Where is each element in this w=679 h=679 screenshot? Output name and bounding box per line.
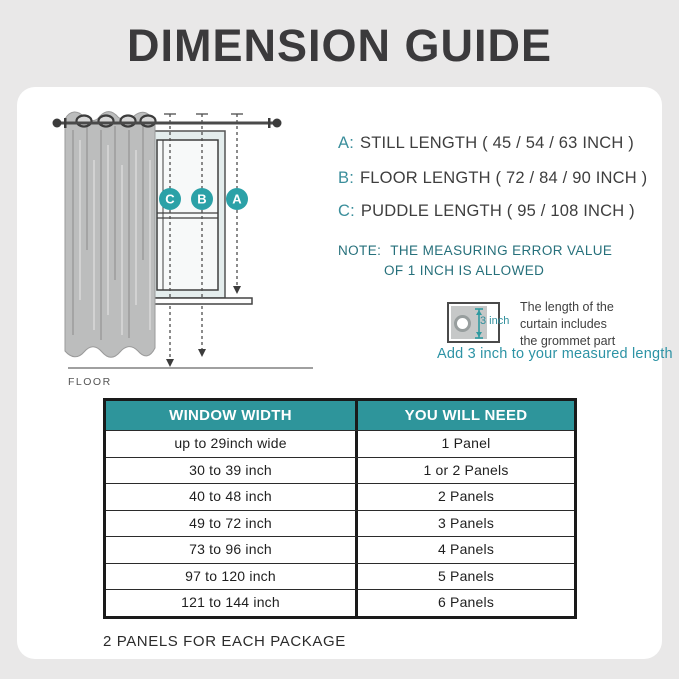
window-sill bbox=[150, 298, 252, 304]
table-header-window-width: WINDOW WIDTH bbox=[106, 401, 358, 430]
table-row bbox=[106, 536, 574, 563]
table-row bbox=[106, 483, 574, 510]
legend-text-c: PUDDLE LENGTH ( 95 / 108 INCH ) bbox=[360, 202, 635, 220]
table-cell-width: 73 to 96 inch bbox=[106, 537, 358, 563]
table-cell-width: 30 to 39 inch bbox=[106, 458, 358, 484]
grommet-tip: Add 3 inch to your measured length bbox=[437, 346, 673, 362]
grommet-diagram-icon bbox=[447, 302, 510, 343]
grommet-ring-icon bbox=[454, 315, 471, 332]
table-cell-width: up to 29inch wide bbox=[106, 431, 358, 457]
svg-text:A: A bbox=[232, 191, 242, 207]
grommet-description-line: curtain includes bbox=[520, 317, 607, 331]
legend-text-a: STILL LENGTH ( 45 / 54 / 63 INCH ) bbox=[360, 134, 634, 152]
table-cell-width: 97 to 120 inch bbox=[106, 564, 358, 590]
table-row bbox=[106, 589, 574, 616]
panels-table bbox=[103, 398, 577, 619]
table-row bbox=[106, 457, 574, 484]
legend-floor-length bbox=[338, 169, 647, 188]
svg-text:B: B bbox=[197, 191, 207, 207]
marker-c bbox=[159, 188, 181, 210]
table-cell-panels: 3 Panels bbox=[437, 514, 495, 531]
marker-a bbox=[226, 188, 248, 210]
table-row bbox=[106, 510, 574, 537]
table-row bbox=[106, 430, 574, 457]
legend-prefix-c: C: bbox=[338, 202, 355, 220]
grommet-description-line: the grommet part bbox=[520, 334, 616, 348]
table-cell-panels: 1 or 2 Panels bbox=[423, 461, 509, 478]
table-cell-width: 121 to 144 inch bbox=[106, 590, 358, 616]
legend-still-length bbox=[338, 134, 634, 153]
table-cell-width: 49 to 72 inch bbox=[106, 511, 358, 537]
grommet-description-line: The length of the bbox=[520, 300, 614, 314]
window-illustration bbox=[150, 131, 225, 298]
curtain-measurement-diagram bbox=[40, 100, 332, 395]
table-cell-width: 40 to 48 inch bbox=[106, 484, 358, 510]
note-text-1: THE MEASURING ERROR VALUE bbox=[390, 243, 613, 258]
table-cell-panels: 2 Panels bbox=[437, 488, 495, 504]
table-row bbox=[106, 563, 574, 590]
note-label: NOTE: bbox=[338, 243, 382, 258]
svg-text:C: C bbox=[165, 191, 175, 207]
note-line-2: OF 1 INCH IS ALLOWED bbox=[384, 263, 545, 278]
legend-text-b: FLOOR LENGTH ( 72 / 84 / 90 INCH ) bbox=[360, 169, 648, 187]
curtain-illustration bbox=[65, 112, 156, 358]
grommet-measure-label: 3 inch bbox=[480, 315, 510, 327]
table-cell-panels: 4 Panels bbox=[437, 541, 495, 557]
table-header-you-will-need: YOU WILL NEED bbox=[404, 407, 528, 424]
package-note: 2 PANELS FOR EACH PACKAGE bbox=[103, 633, 346, 650]
page-title: DIMENSION GUIDE bbox=[126, 20, 553, 71]
marker-b bbox=[191, 188, 213, 210]
table-cell-panels: 1 Panel bbox=[441, 435, 491, 451]
legend-puddle-length bbox=[338, 202, 635, 221]
legend-prefix-a: A: bbox=[338, 134, 354, 152]
floor-label: FLOOR bbox=[68, 376, 112, 388]
legend-prefix-b: B: bbox=[338, 169, 354, 187]
table-header-row bbox=[106, 401, 574, 430]
table-cell-panels: 6 Panels bbox=[437, 594, 495, 610]
grommet-description bbox=[520, 299, 615, 350]
note-line-1 bbox=[338, 243, 612, 258]
table-cell-panels: 5 Panels bbox=[437, 567, 495, 584]
